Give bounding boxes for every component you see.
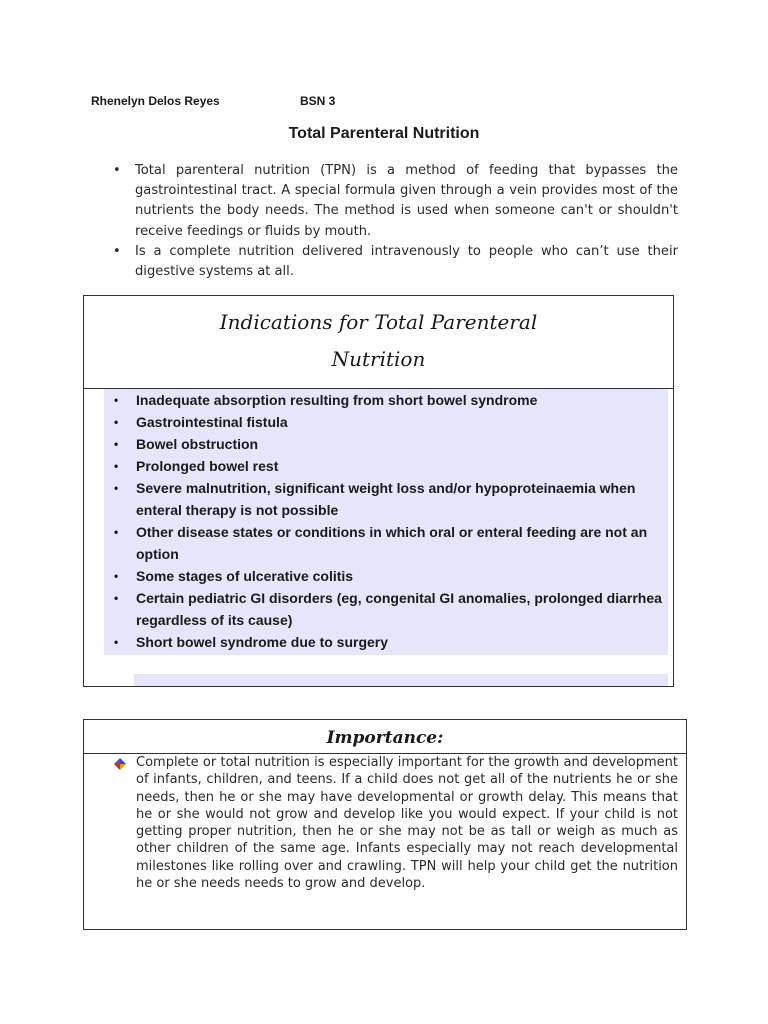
importance-text: Complete or total nutrition is especially important for the growth and development of infants, children, and teens. If a child does not get all of the nutrients he or she needs, then he or she may have developmental or growth delay. This means that he or she would not grow and develop like you would expect. If your child is not getting proper nutrition, then he or she may not be as tall or weigh as much as other children of the same age. Infants especially may not reach developmental milestones like rolling over and crawling. TPN will help your child get the nutrition he or she needs needs to grow and develop. — [136, 755, 678, 892]
author-name: Rhenelyn Delos Reyes — [91, 94, 220, 108]
indications-title — [84, 304, 673, 378]
indications-header — [84, 296, 673, 389]
four-color-diamond-icon — [114, 758, 126, 770]
course-label: BSN 3 — [300, 94, 336, 108]
indication-item: • Gastrointestinal fistula — [114, 411, 674, 433]
indication-item: • Prolonged bowel rest — [114, 455, 674, 477]
indication-item: • Short bowel syndrome due to surgery — [114, 631, 674, 653]
importance-header — [84, 720, 686, 754]
indication-item: • Inadequate absorption resulting from short bowel syndrome — [114, 389, 674, 411]
indications-title-line2: Nutrition — [331, 347, 426, 371]
importance-title: Importance: — [326, 728, 444, 748]
indication-item: • Severe malnutrition, significant weight loss and/or hypoproteinaemia when enteral therapy is not possible — [114, 477, 674, 521]
indication-item: • Bowel obstruction — [114, 433, 674, 455]
indication-item: • Some stages of ulcerative colitis — [114, 565, 674, 587]
indications-list — [114, 389, 674, 653]
intro-point: • Total parenteral nutrition (TPN) is a method of feeding that bypasses the gastrointestinal tract. A special formula given through a vein provides most of the nutrients the body needs. The method is used when someone can't or shouldn't receive feedings or fluids by mouth. — [113, 161, 678, 242]
intro-point: • Is a complete nutrition delivered intravenously to people who can’t use their digestive systems at all. — [113, 242, 678, 282]
importance-box — [83, 719, 687, 930]
indication-item: • Other disease states or conditions in which oral or enteral feeding are not an option — [114, 521, 674, 565]
indications-highlight-strip — [134, 674, 668, 686]
intro-list — [113, 161, 678, 282]
document-title: Total Parenteral Nutrition — [288, 125, 480, 142]
indications-title-line1: Indications for Total Parenteral — [219, 310, 538, 334]
indications-box — [83, 295, 674, 687]
indication-item: • Certain pediatric GI disorders (eg, congenital GI anomalies, prolonged diarrhea regardless of its cause) — [114, 587, 674, 631]
